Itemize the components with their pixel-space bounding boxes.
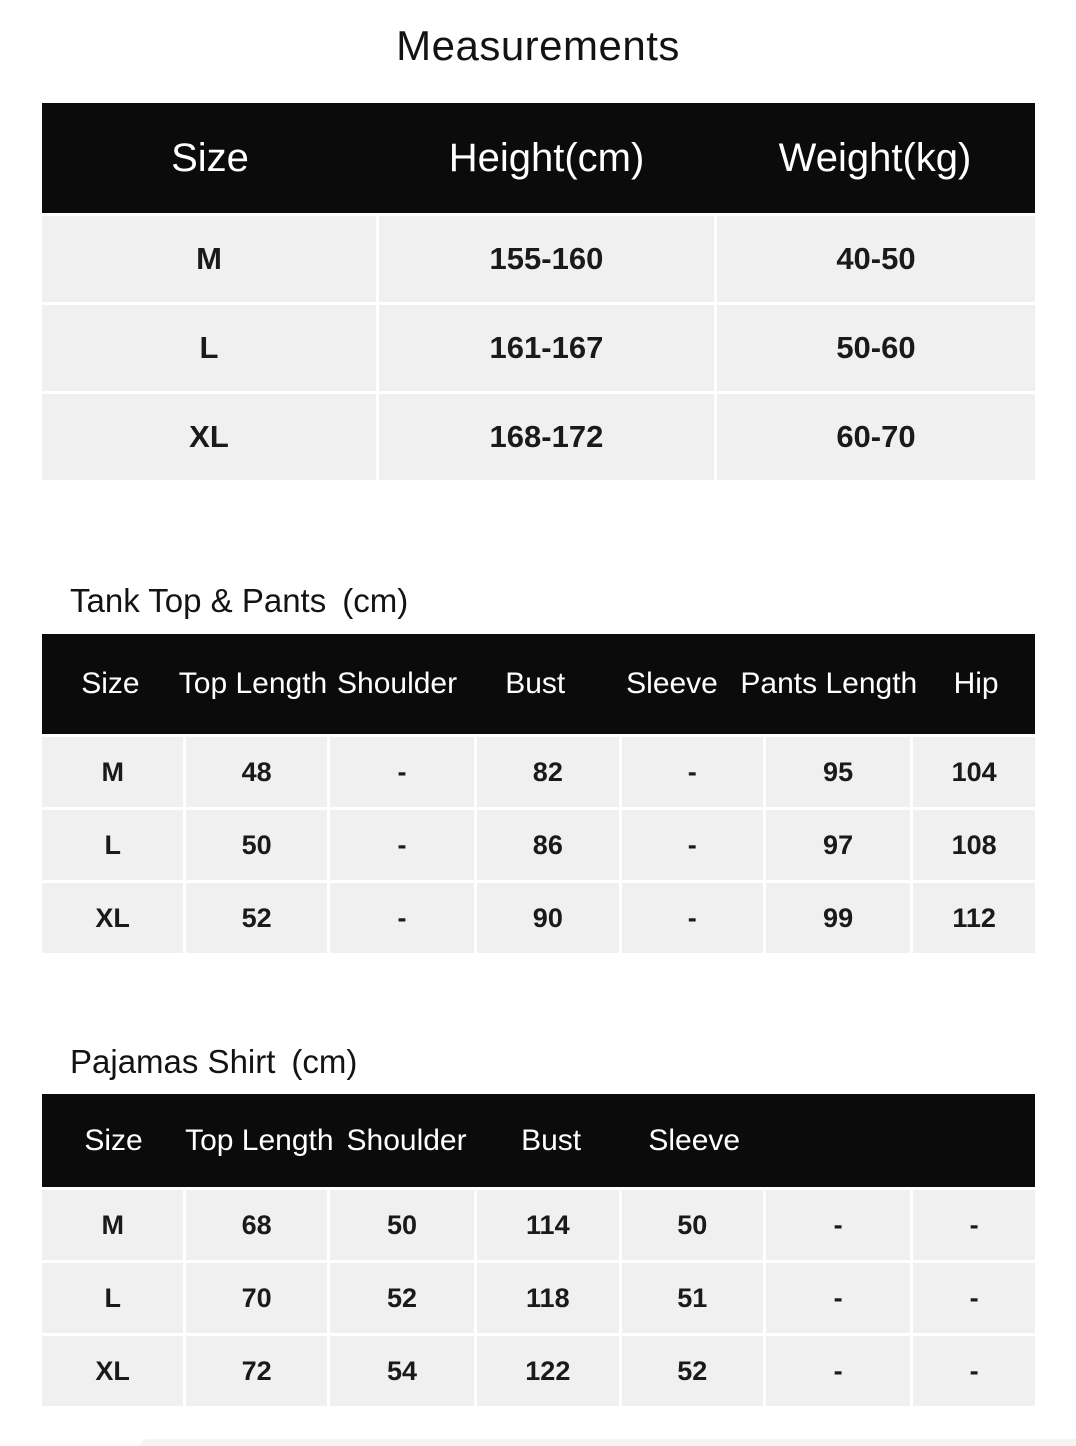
table-cell: - <box>913 1336 1035 1406</box>
pajamas-shirt-table-header <box>42 1094 1035 1187</box>
table-cell: - <box>766 1336 910 1406</box>
table-cell: XL <box>42 883 183 953</box>
table-cell: 168-172 <box>379 394 714 480</box>
table-cell: 122 <box>477 1336 618 1406</box>
table-cell: 52 <box>186 883 326 953</box>
pajamas-shirt-title <box>70 1043 1076 1081</box>
table-cell: 108 <box>913 810 1035 880</box>
table-cell: 155-160 <box>379 216 714 302</box>
tank-top-pants-table-body <box>42 734 1035 953</box>
bottom-cutoff-band <box>140 1439 1076 1446</box>
size-guide-table <box>42 103 1035 480</box>
column-header-size: Size <box>84 1123 143 1157</box>
table-cell: - <box>913 1190 1035 1260</box>
table-cell: - <box>622 810 763 880</box>
table-cell: 50 <box>186 810 326 880</box>
column-header-weight: Weight(kg) <box>778 135 972 180</box>
table-cell: 48 <box>186 737 326 807</box>
table-cell: XL <box>42 1336 183 1406</box>
table-cell: 40-50 <box>717 216 1035 302</box>
column-header-size: Size <box>171 135 249 180</box>
column-header-bust: Bust <box>521 1123 582 1157</box>
table-cell: 60-70 <box>717 394 1035 480</box>
table-cell: 161-167 <box>379 305 714 391</box>
table-cell: L <box>42 810 183 880</box>
table-cell: 86 <box>477 810 618 880</box>
table-cell: 104 <box>913 737 1035 807</box>
table-cell: 95 <box>766 737 910 807</box>
table-cell: 114 <box>477 1190 618 1260</box>
table-cell: 54 <box>330 1336 474 1406</box>
column-header-top-length: Top Length <box>178 667 328 700</box>
size-guide-table-body <box>42 213 1035 480</box>
tank-top-pants-table <box>42 634 1035 953</box>
column-header-top-length: Top Length <box>185 1123 334 1157</box>
table-cell: - <box>913 1263 1035 1333</box>
tank-top-pants-unit: (cm) <box>342 582 409 619</box>
table-cell: M <box>42 1190 183 1260</box>
table-cell: 50 <box>330 1190 474 1260</box>
table-cell: - <box>766 1190 910 1260</box>
table-cell: 70 <box>186 1263 326 1333</box>
table-cell: 112 <box>913 883 1035 953</box>
table-cell: M <box>42 737 183 807</box>
table-cell: 97 <box>766 810 910 880</box>
table-cell: 118 <box>477 1263 618 1333</box>
tank-top-pants-title-text: Tank Top & Pants <box>70 582 327 619</box>
column-header-shoulder: Shoulder <box>337 667 458 700</box>
table-cell: 50-60 <box>717 305 1035 391</box>
size-guide-table-header <box>42 103 1035 213</box>
table-cell: - <box>330 810 474 880</box>
table-cell: - <box>622 737 763 807</box>
column-header-sleeve: Sleeve <box>626 667 718 700</box>
pajamas-shirt-title-text: Pajamas Shirt <box>70 1043 276 1080</box>
table-cell: XL <box>42 394 376 480</box>
table-cell: 72 <box>186 1336 326 1406</box>
table-cell: L <box>42 305 376 391</box>
pajamas-shirt-unit: (cm) <box>291 1043 358 1080</box>
table-cell: 52 <box>330 1263 474 1333</box>
column-header-height: Height(cm) <box>448 135 645 180</box>
table-cell: L <box>42 1263 183 1333</box>
column-header-sleeve: Sleeve <box>648 1123 741 1157</box>
column-header-size: Size <box>81 667 140 700</box>
page-title: Measurements <box>396 22 680 69</box>
pajamas-shirt-table <box>42 1094 1035 1406</box>
table-cell: - <box>622 883 763 953</box>
column-header-bust: Bust <box>505 667 566 700</box>
table-cell: M <box>42 216 376 302</box>
table-cell: 52 <box>622 1336 763 1406</box>
tank-top-pants-title <box>70 582 1076 620</box>
table-cell: 90 <box>477 883 618 953</box>
table-cell: - <box>330 883 474 953</box>
tank-top-pants-table-header <box>42 634 1035 734</box>
column-header-shoulder: Shoulder <box>346 1123 467 1157</box>
table-cell: 68 <box>186 1190 326 1260</box>
table-cell: - <box>766 1263 910 1333</box>
table-cell: - <box>330 737 474 807</box>
table-cell: 51 <box>622 1263 763 1333</box>
table-cell: 82 <box>477 737 618 807</box>
table-cell: 99 <box>766 883 910 953</box>
column-header-pants-length: Pants Length <box>740 667 918 700</box>
column-header-hip: Hip <box>953 667 999 700</box>
pajamas-shirt-table-body <box>42 1187 1035 1406</box>
table-cell: 50 <box>622 1190 763 1260</box>
